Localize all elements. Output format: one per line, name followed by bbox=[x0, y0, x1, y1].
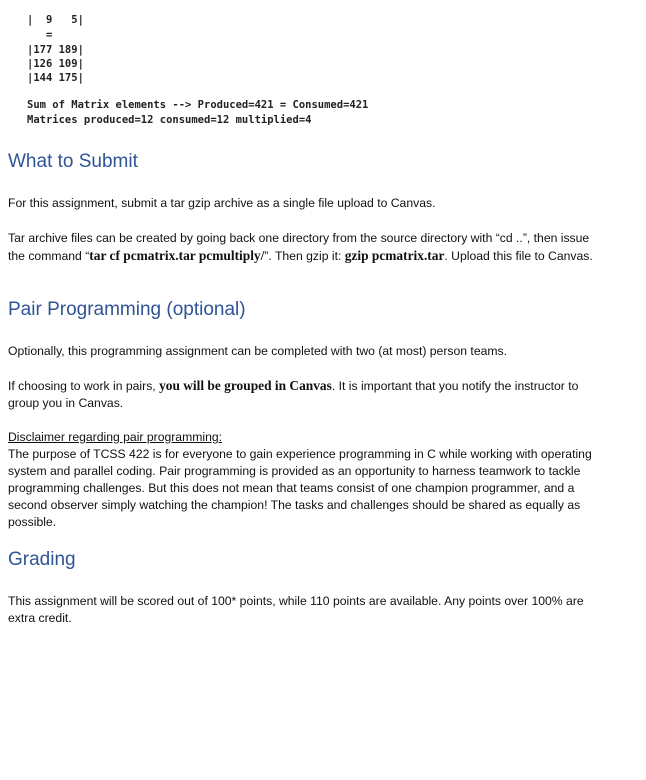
code-output-line: |177 189| bbox=[27, 44, 84, 56]
code-output-line: | 9 5| bbox=[27, 14, 84, 26]
section-heading-pair-programming: Pair Programming (optional) bbox=[8, 299, 246, 320]
disclaimer-title: Disclaimer regarding pair programming: bbox=[8, 430, 223, 444]
tar-command: tar cf pcmatrix.tar pcmultiply/ bbox=[89, 248, 265, 263]
section-heading-submit: What to Submit bbox=[8, 151, 138, 172]
disclaimer-paragraph bbox=[8, 429, 608, 531]
submit-text: . Upload this file to Canvas. bbox=[444, 249, 593, 263]
gzip-command: gzip pcmatrix.tar bbox=[344, 248, 445, 263]
grouped-emphasis: you will be grouped in Canvas bbox=[159, 378, 332, 393]
code-output-line: |126 109| bbox=[27, 58, 84, 70]
code-output-summary: Sum of Matrix elements --> Produced=421 = Consumed=421 bbox=[27, 99, 369, 111]
disclaimer-body: The purpose of TCSS 422 is for everyone to gain experience programming in C while working with operating system and parallel coding. Pair programming is provided as an opportunity to harness teamwork to tackle programming challenges. But this does not mean that teams consist of one champion programmer, and a second observer simply watching the champion! The tasks and challenges should be shared as equally as possible. bbox=[8, 447, 592, 529]
submit-instructions-paragraph bbox=[8, 230, 608, 265]
code-output-line: |144 175| bbox=[27, 72, 84, 84]
pair-text: . It is important that you notify the instructor to group you in Canvas. bbox=[8, 379, 579, 410]
pair-grouping-paragraph bbox=[8, 377, 608, 412]
submit-text: Tar archive files can be created by going back one directory from the source directory with “cd ..”, then issue the command “ bbox=[8, 231, 590, 263]
submit-text: ”. Then gzip it: bbox=[264, 249, 345, 263]
code-output-line: = bbox=[27, 29, 53, 41]
code-output-summary: Matrices produced=12 consumed=12 multiplied=4 bbox=[27, 114, 312, 126]
section-heading-grading: Grading bbox=[8, 549, 76, 570]
pair-paragraph: Optionally, this programming assignment can be completed with two (at most) person teams. bbox=[8, 344, 508, 358]
grading-paragraph: This assignment will be scored out of 100* points, while 110 points are available. Any points over 100% are extra credit. bbox=[8, 594, 584, 625]
pair-text: If choosing to work in pairs, bbox=[8, 379, 160, 393]
submit-paragraph: For this assignment, submit a tar gzip archive as a single file upload to Canvas. bbox=[8, 196, 436, 210]
